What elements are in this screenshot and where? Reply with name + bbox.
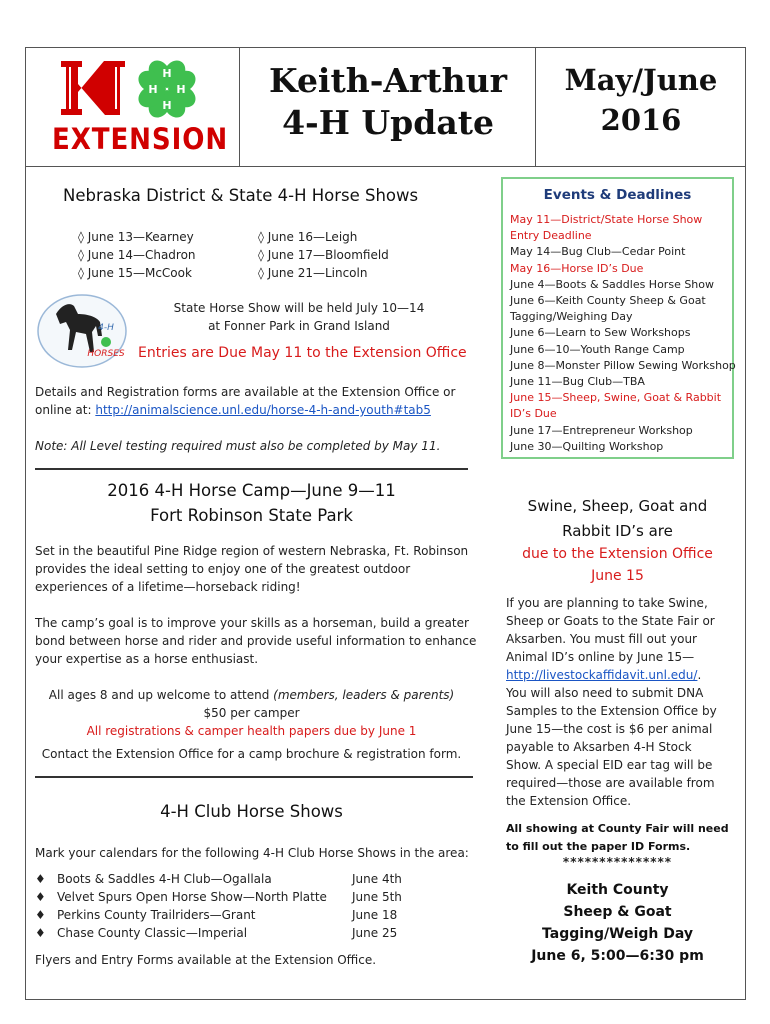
events-deadlines-box [501, 177, 734, 459]
show-date-item: ◊ June 16—Leigh [258, 230, 358, 244]
horse-shows-col2 [258, 228, 438, 282]
svg-text:H: H [162, 99, 172, 112]
county-fair-note: All showing at County Fair will need to fill out the paper ID Forms. [506, 822, 729, 853]
4h-horses-logo [36, 292, 128, 370]
camp-paragraph-2: The camp’s goal is to improve your skills as a horseman, build a greater bond between horse and rider and provide useful information to enhance your expertise as a horse enthusiast. [35, 616, 477, 666]
svg-text:H: H [148, 83, 158, 96]
event-item: June 8—Monster Pillow Sewing Workshop [510, 358, 736, 372]
event-item: May 16—Horse ID’s Due [510, 261, 644, 275]
entries-due-notice: Entries are Due May 11 to the Extension Office [138, 345, 467, 361]
club-shows-intro: Mark your calendars for the following 4-H Club Horse Shows in the area: [35, 846, 469, 860]
event-item: June 11—Bug Club—TBA [510, 375, 645, 389]
show-date-item: ◊ June 14—Chadron [78, 248, 196, 262]
camp-heading: 2016 4-H Horse Camp—June 9—11 Fort Robinson State Park [107, 481, 396, 525]
event-item: June 30—Quilting Workshop [510, 439, 664, 453]
events-heading: Events & Deadlines [543, 187, 692, 203]
tagging-day-notice: Keith County Sheep & Goat Tagging/Weigh Day June 6, 5:00—6:30 pm [531, 882, 704, 964]
horse-4h-link[interactable]: http://animalscience.unl.edu/horse-4-h-and-youth#tab5 [95, 403, 431, 417]
star-divider: *************** [562, 855, 673, 869]
testing-note: Note: All Level testing required must also be completed by May 11. [35, 439, 441, 453]
event-item: June 15—Sheep, Swine, Goat & Rabbit [510, 391, 722, 405]
svg-text:H: H [162, 67, 172, 80]
show-date-item: ◊ June 17—Bloomfield [258, 248, 389, 262]
event-item: June 17—Entrepreneur Workshop [510, 423, 693, 437]
divider [35, 468, 468, 470]
camp-price: $50 per camper [203, 706, 300, 720]
svg-text:HORSES: HORSES [87, 349, 125, 359]
event-item: June 4—Boots & Saddles Horse Show [510, 277, 715, 291]
swine-body: If you are planning to take Swine, Sheep or Goats to the State Fair or Aksarben. You must fill out your Animal ID’s online by June 15— http://livestockaffidavit.unl.edu/. You will also need to submit DNA Samples to the Extension Office by June 15—the cost is $6 per animal payable to Aksarben 4-H Stock Show. A special EID ear tag will be required—those are available from the Extension Office. [506, 596, 717, 808]
extension-wordmark: EXTENSION [52, 122, 229, 156]
newsletter-title: Keith-Arthur 4-H Update [268, 61, 508, 142]
horse-shows-heading: Nebraska District & State 4-H Horse Shows [63, 186, 419, 205]
4h-clover-icon [133, 55, 201, 123]
list-item: ♦ Perkins County Trailriders—Grant June 18 [35, 908, 398, 922]
livestock-affidavit-link[interactable]: http://livestockaffidavit.unl.edu/ [506, 668, 698, 682]
nebraska-n-logo [58, 58, 128, 118]
show-date-item: ◊ June 21—Lincoln [258, 266, 368, 280]
newsletter-date: May/June 2016 [564, 63, 718, 137]
event-item: June 6—Keith County Sheep & Goat [510, 294, 706, 308]
horse-shows-col1 [78, 228, 248, 282]
event-item: May 14—Bug Club—Cedar Point [510, 245, 686, 259]
event-item: June 6—Learn to Sew Workshops [510, 326, 691, 340]
event-item: May 11—District/State Horse Show [510, 213, 703, 226]
event-item: Entry Deadline [510, 229, 592, 243]
svg-text:4-H: 4-H [98, 323, 114, 333]
event-item: ID’s Due [510, 407, 557, 421]
state-show-info: State Horse Show will be held July 10—14 at Fonner Park in Grand Island [173, 301, 425, 333]
show-date-item: ◊ June 13—Kearney [78, 230, 194, 244]
camp-paragraph-1: Set in the beautiful Pine Ridge region of western Nebraska, Ft. Robinson provides the ideal setting to enjoy one of the greatest outdoor experiences of a lifetime—horseback riding! [35, 544, 469, 594]
camp-contact: Contact the Extension Office for a camp brochure & registration form. [41, 747, 462, 761]
club-shows-heading: 4-H Club Horse Shows [160, 802, 343, 821]
list-item: ♦ Velvet Spurs Open Horse Show—North Platte June 5th [35, 890, 402, 904]
list-item: ♦ Chase County Classic—Imperial June 25 [35, 926, 398, 940]
swine-heading: Swine, Sheep, Goat and Rabbit ID’s are [527, 497, 708, 540]
list-item: ♦ Boots & Saddles 4-H Club—Ogallala June 4th [35, 872, 402, 886]
club-shows-list [35, 870, 475, 942]
event-item: Tagging/Weighing Day [510, 310, 633, 324]
events-list [510, 212, 736, 455]
swine-due-notice: due to the Extension Office June 15 [522, 546, 713, 584]
event-item: June 6—10—Youth Range Camp [510, 342, 685, 356]
flyers-note: Flyers and Entry Forms available at the Extension Office. [35, 953, 377, 967]
camp-registration-deadline: All registrations & camper health papers due by June 1 [86, 724, 417, 738]
svg-text:H: H [176, 83, 186, 96]
camp-ages: All ages 8 and up welcome to attend (members, leaders & parents) [48, 688, 455, 702]
registration-details: Details and Registration forms are available at the Extension Office or online at: http://animalscience.unl.edu/horse-4-h-and-youth#tab5 [35, 385, 456, 417]
show-date-item: ◊ June 15—McCook [78, 266, 192, 280]
divider [35, 776, 473, 778]
